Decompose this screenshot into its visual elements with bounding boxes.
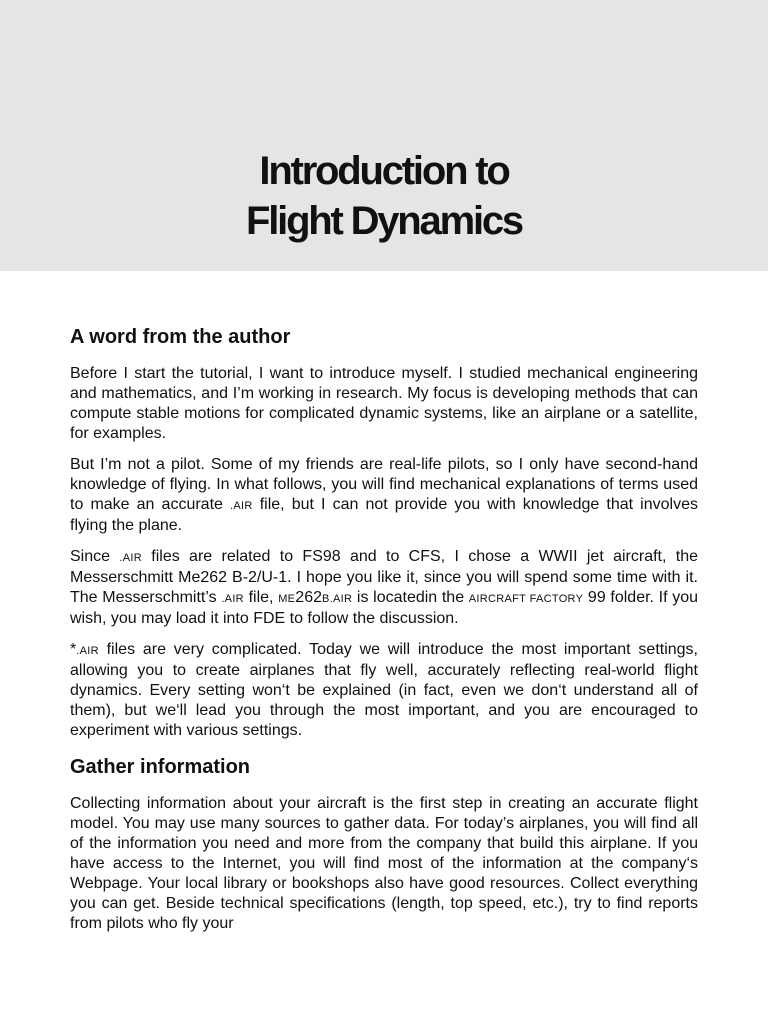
folder-name: AIRCRAFT FACTORY: [468, 593, 584, 605]
air-extension-label: .AIR: [76, 645, 99, 657]
text-run: files are very complicated. Today we will introduce the most important settings, allowing you to create airplanes that fly well, accurately reflecting real-world flight dynamics. Every setting won‘t be explained (in fact, even we don‘t understand all of them), but we‘ll lead you through the most important, and you are encouraged to experiment with various settings.: [70, 641, 698, 739]
air-extension-label: .AIR: [221, 593, 244, 605]
text-run: file,: [243, 589, 279, 606]
filename-prefix: ME: [278, 593, 296, 605]
section-heading-author: A word from the author: [70, 326, 291, 348]
section-heading-gather: Gather information: [70, 756, 251, 778]
chapter-title: [0, 146, 768, 246]
air-extension-label: .AIR: [230, 500, 253, 512]
air-extension-label: .AIR: [119, 552, 142, 564]
text-run: file, but I can not provide you with knowledge that involves flying the plane.: [70, 496, 698, 534]
text-run: 99 folder. If you wish, you may load it into FDE to follow the discussion.: [70, 589, 699, 627]
article-body: [70, 322, 698, 945]
text-run: Since: [70, 548, 120, 565]
filename-number: 262: [295, 589, 322, 606]
chapter-title-line-2: Flight Dynamics: [246, 199, 522, 243]
paragraph-collecting: Collecting information about your aircraft is the first step in creating an accurate flight model. You may use many sources to gather data. For today’s airplanes, you will find all of the information you need and more from the company that build this airplane. If you have access to the Internet, you will find most of the information at the company‘s Webpage. Your local library or bookshops also have good resources. Collect everything you can get. Beside technical specifications (length, top speed, etc.), try to find reports from pilots who fly your: [70, 795, 698, 932]
paragraph-air-complex: [70, 640, 698, 741]
paragraph-not-pilot: [70, 455, 698, 536]
text-run: is locatedin the: [352, 589, 469, 606]
filename-suffix: B.AIR: [322, 593, 353, 605]
text-run: *: [70, 641, 77, 658]
chapter-title-line-1: Introduction to: [259, 149, 509, 193]
text-run: files are related to FS98 and to CFS, I chose a WWII jet aircraft, the Messerschmitt Me262 B-2/U-1. I hope you like it, since you will spend some time with it. The Messerschmitt’s: [70, 548, 699, 606]
paragraph-aircraft-choice: [70, 547, 698, 629]
text-run: But I’m not a pilot. Some of my friends are real-life pilots, so I only have second-hand knowledge of flying. In what follows, you will find mechanical explanations of terms used to make an accurate: [70, 456, 698, 513]
paragraph-intro: Before I start the tutorial, I want to introduce myself. I studied mechanical engineering and mathematics, and I’m working in research. My focus is developing methods that can compute stable motions for complicated dynamic systems, like an airplane or a satellite, for examples.: [70, 365, 698, 442]
